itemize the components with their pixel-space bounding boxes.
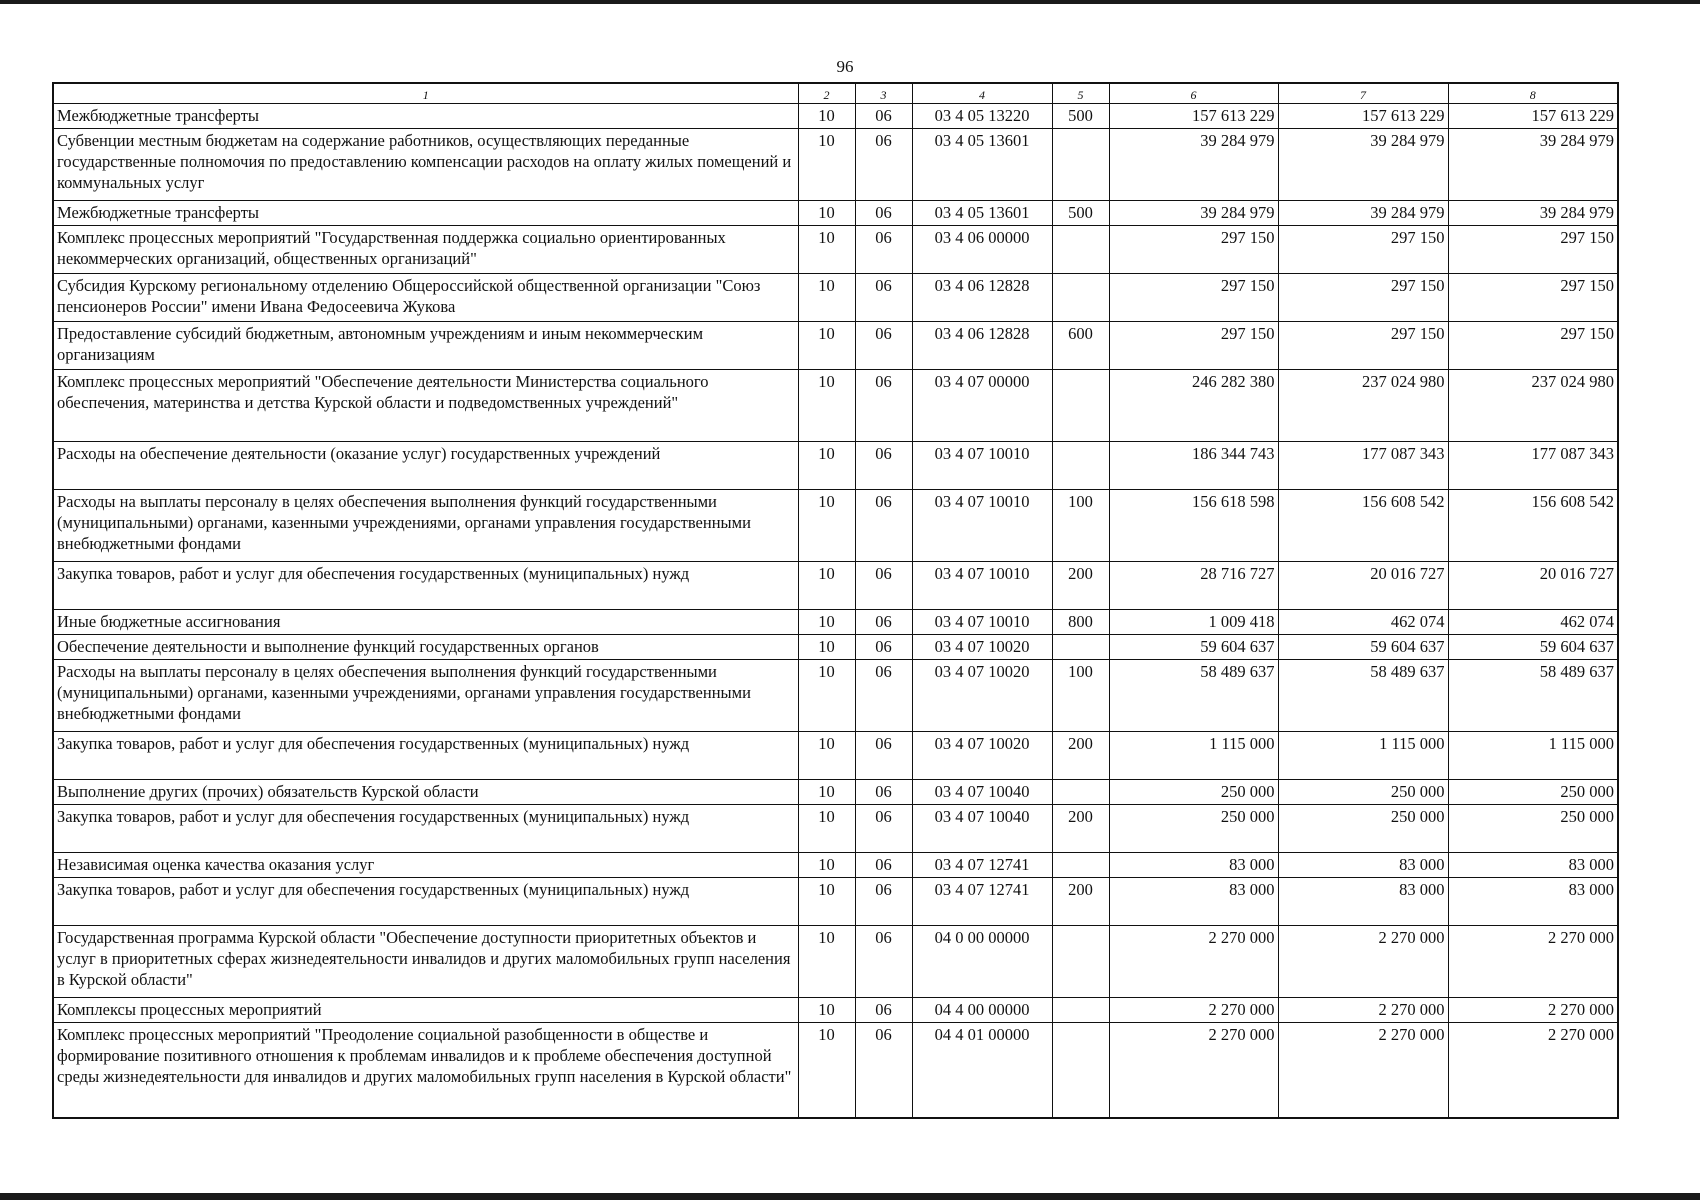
scan-edge-top (0, 0, 1700, 4)
amount-col6: 39 284 979 (1109, 129, 1278, 201)
table-row (53, 780, 1618, 805)
amount-col8: 462 074 (1448, 610, 1618, 635)
target-article-code: 03 4 07 10010 (912, 490, 1052, 562)
amount-col8: 20 016 727 (1448, 562, 1618, 610)
table-row (53, 490, 1618, 562)
amount-col7: 250 000 (1278, 805, 1448, 853)
table-row (53, 926, 1618, 998)
amount-col6: 1 009 418 (1109, 610, 1278, 635)
section-code: 10 (798, 370, 855, 442)
section-code: 10 (798, 732, 855, 780)
amount-col8: 250 000 (1448, 780, 1618, 805)
section-code: 10 (798, 562, 855, 610)
amount-col7: 39 284 979 (1278, 201, 1448, 226)
section-code: 10 (798, 201, 855, 226)
amount-col6: 186 344 743 (1109, 442, 1278, 490)
amount-col6: 2 270 000 (1109, 926, 1278, 998)
amount-col7: 177 087 343 (1278, 442, 1448, 490)
section-code: 10 (798, 226, 855, 274)
row-description: Субвенции местным бюджетам на содержание работников, осуществляющих переданные государственные полномочия по предоставлению компенсации расходов на оплату жилых помещений и коммунальных услуг (53, 129, 798, 201)
column-header: 1 (53, 83, 798, 104)
amount-col8: 39 284 979 (1448, 201, 1618, 226)
row-description: Комплекс процессных мероприятий "Государственная поддержка социально ориентированных некоммерческих организаций, общественных организаций" (53, 226, 798, 274)
amount-col7: 58 489 637 (1278, 660, 1448, 732)
amount-col6: 83 000 (1109, 853, 1278, 878)
amount-col6: 246 282 380 (1109, 370, 1278, 442)
subsection-code: 06 (855, 370, 912, 442)
amount-col6: 58 489 637 (1109, 660, 1278, 732)
scan-edge-bottom (0, 1193, 1700, 1200)
section-code: 10 (798, 274, 855, 322)
amount-col7: 297 150 (1278, 322, 1448, 370)
amount-col6: 59 604 637 (1109, 635, 1278, 660)
target-article-code: 04 4 00 00000 (912, 998, 1052, 1023)
section-code: 10 (798, 998, 855, 1023)
expense-type-code (1052, 853, 1109, 878)
amount-col8: 83 000 (1448, 878, 1618, 926)
amount-col8: 297 150 (1448, 322, 1618, 370)
subsection-code: 06 (855, 490, 912, 562)
amount-col6: 156 618 598 (1109, 490, 1278, 562)
table-row (53, 805, 1618, 853)
expense-type-code (1052, 635, 1109, 660)
amount-col7: 2 270 000 (1278, 998, 1448, 1023)
table-row (53, 322, 1618, 370)
table-row (53, 660, 1618, 732)
table-row (53, 562, 1618, 610)
target-article-code: 03 4 07 12741 (912, 853, 1052, 878)
row-description: Обеспечение деятельности и выполнение функций государственных органов (53, 635, 798, 660)
subsection-code: 06 (855, 660, 912, 732)
amount-col8: 83 000 (1448, 853, 1618, 878)
table-row (53, 104, 1618, 129)
amount-col8: 58 489 637 (1448, 660, 1618, 732)
amount-col7: 83 000 (1278, 853, 1448, 878)
amount-col7: 237 024 980 (1278, 370, 1448, 442)
row-description: Закупка товаров, работ и услуг для обеспечения государственных (муниципальных) нужд (53, 732, 798, 780)
subsection-code: 06 (855, 805, 912, 853)
subsection-code: 06 (855, 562, 912, 610)
table-row (53, 201, 1618, 226)
column-header: 4 (912, 83, 1052, 104)
target-article-code: 03 4 07 10010 (912, 562, 1052, 610)
table-row (53, 226, 1618, 274)
table-row (53, 1023, 1618, 1118)
target-article-code: 03 4 07 00000 (912, 370, 1052, 442)
row-description: Комплекс процессных мероприятий "Обеспечение деятельности Министерства социального обеспечения, материнства и детства Курской области и подведомственных учреждений" (53, 370, 798, 442)
amount-col8: 39 284 979 (1448, 129, 1618, 201)
column-header: 8 (1448, 83, 1618, 104)
row-description: Расходы на выплаты персоналу в целях обеспечения выполнения функций государственными (муниципальными) органами, казенными учреждениями, органами управления государственными внебюджетными фондами (53, 490, 798, 562)
expense-type-code: 500 (1052, 104, 1109, 129)
amount-col7: 297 150 (1278, 274, 1448, 322)
table-row (53, 998, 1618, 1023)
expense-type-code (1052, 780, 1109, 805)
subsection-code: 06 (855, 274, 912, 322)
expense-type-code: 800 (1052, 610, 1109, 635)
subsection-code: 06 (855, 104, 912, 129)
subsection-code: 06 (855, 1023, 912, 1118)
target-article-code: 03 4 05 13601 (912, 129, 1052, 201)
target-article-code: 04 4 01 00000 (912, 1023, 1052, 1118)
section-code: 10 (798, 660, 855, 732)
section-code: 10 (798, 878, 855, 926)
amount-col7: 20 016 727 (1278, 562, 1448, 610)
row-description: Предоставление субсидий бюджетным, автономным учреждениям и иным некоммерческим организациям (53, 322, 798, 370)
expense-type-code: 100 (1052, 490, 1109, 562)
subsection-code: 06 (855, 780, 912, 805)
section-code: 10 (798, 853, 855, 878)
expense-type-code (1052, 926, 1109, 998)
row-description: Межбюджетные трансферты (53, 201, 798, 226)
section-code: 10 (798, 104, 855, 129)
column-header: 7 (1278, 83, 1448, 104)
section-code: 10 (798, 322, 855, 370)
subsection-code: 06 (855, 201, 912, 226)
amount-col8: 297 150 (1448, 226, 1618, 274)
amount-col6: 28 716 727 (1109, 562, 1278, 610)
row-description: Государственная программа Курской области "Обеспечение доступности приоритетных объектов и услуг в приоритетных сферах жизнедеятельности инвалидов и других маломобильных групп населения в Курской области" (53, 926, 798, 998)
page-number: 96 (836, 57, 854, 76)
amount-col6: 39 284 979 (1109, 201, 1278, 226)
subsection-code: 06 (855, 998, 912, 1023)
row-description: Закупка товаров, работ и услуг для обеспечения государственных (муниципальных) нужд (53, 562, 798, 610)
table-row (53, 370, 1618, 442)
target-article-code: 03 4 05 13601 (912, 201, 1052, 226)
amount-col6: 1 115 000 (1109, 732, 1278, 780)
table-row (53, 274, 1618, 322)
target-article-code: 04 0 00 00000 (912, 926, 1052, 998)
column-number-row (53, 83, 1618, 104)
amount-col6: 297 150 (1109, 322, 1278, 370)
amount-col7: 157 613 229 (1278, 104, 1448, 129)
section-code: 10 (798, 805, 855, 853)
amount-col8: 297 150 (1448, 274, 1618, 322)
row-description: Закупка товаров, работ и услуг для обеспечения государственных (муниципальных) нужд (53, 805, 798, 853)
expense-type-code: 100 (1052, 660, 1109, 732)
section-code: 10 (798, 780, 855, 805)
amount-col7: 2 270 000 (1278, 926, 1448, 998)
section-code: 10 (798, 490, 855, 562)
expense-type-code (1052, 1023, 1109, 1118)
amount-col7: 156 608 542 (1278, 490, 1448, 562)
table-row (53, 635, 1618, 660)
target-article-code: 03 4 07 10040 (912, 780, 1052, 805)
amount-col7: 39 284 979 (1278, 129, 1448, 201)
expense-type-code: 200 (1052, 878, 1109, 926)
amount-col7: 1 115 000 (1278, 732, 1448, 780)
expense-type-code: 600 (1052, 322, 1109, 370)
section-code: 10 (798, 1023, 855, 1118)
table-row (53, 853, 1618, 878)
subsection-code: 06 (855, 442, 912, 490)
section-code: 10 (798, 635, 855, 660)
row-description: Комплекс процессных мероприятий "Преодоление социальной разобщенности в обществе и формирование позитивного отношения к проблемам инвалидов и к проблеме обеспечения доступной среды жизнедеятельности для инвалидов и других маломобильных групп населения в Курской области" (53, 1023, 798, 1118)
column-header: 3 (855, 83, 912, 104)
subsection-code: 06 (855, 926, 912, 998)
amount-col8: 2 270 000 (1448, 1023, 1618, 1118)
amount-col7: 83 000 (1278, 878, 1448, 926)
section-code: 10 (798, 926, 855, 998)
amount-col7: 59 604 637 (1278, 635, 1448, 660)
row-description: Выполнение других (прочих) обязательств Курской области (53, 780, 798, 805)
subsection-code: 06 (855, 732, 912, 780)
row-description: Субсидия Курскому региональному отделению Общероссийской общественной организации "Союз пенсионеров России" имени Ивана Федосеевича Жукова (53, 274, 798, 322)
column-header: 2 (798, 83, 855, 104)
amount-col6: 2 270 000 (1109, 1023, 1278, 1118)
row-description: Закупка товаров, работ и услуг для обеспечения государственных (муниципальных) нужд (53, 878, 798, 926)
subsection-code: 06 (855, 635, 912, 660)
amount-col7: 462 074 (1278, 610, 1448, 635)
amount-col6: 297 150 (1109, 226, 1278, 274)
table-row (53, 732, 1618, 780)
amount-col6: 157 613 229 (1109, 104, 1278, 129)
amount-col6: 297 150 (1109, 274, 1278, 322)
amount-col8: 156 608 542 (1448, 490, 1618, 562)
expense-type-code: 200 (1052, 562, 1109, 610)
amount-col6: 83 000 (1109, 878, 1278, 926)
row-description: Расходы на обеспечение деятельности (оказание услуг) государственных учреждений (53, 442, 798, 490)
amount-col7: 297 150 (1278, 226, 1448, 274)
subsection-code: 06 (855, 610, 912, 635)
subsection-code: 06 (855, 322, 912, 370)
expense-type-code (1052, 226, 1109, 274)
row-description: Иные бюджетные ассигнования (53, 610, 798, 635)
column-header: 5 (1052, 83, 1109, 104)
amount-col8: 2 270 000 (1448, 926, 1618, 998)
section-code: 10 (798, 442, 855, 490)
target-article-code: 03 4 07 10010 (912, 442, 1052, 490)
subsection-code: 06 (855, 129, 912, 201)
table-row (53, 610, 1618, 635)
amount-col8: 1 115 000 (1448, 732, 1618, 780)
target-article-code: 03 4 07 10010 (912, 610, 1052, 635)
amount-col6: 250 000 (1109, 805, 1278, 853)
expense-type-code (1052, 998, 1109, 1023)
table-row (53, 878, 1618, 926)
table-row (53, 442, 1618, 490)
target-article-code: 03 4 07 10040 (912, 805, 1052, 853)
column-header: 6 (1109, 83, 1278, 104)
budget-table (52, 82, 1619, 1119)
expense-type-code (1052, 129, 1109, 201)
target-article-code: 03 4 07 10020 (912, 635, 1052, 660)
row-description: Расходы на выплаты персоналу в целях обеспечения выполнения функций государственными (муниципальными) органами, казенными учреждениями, органами управления государственными внебюджетными фондами (53, 660, 798, 732)
section-code: 10 (798, 129, 855, 201)
target-article-code: 03 4 07 10020 (912, 660, 1052, 732)
amount-col6: 2 270 000 (1109, 998, 1278, 1023)
amount-col6: 250 000 (1109, 780, 1278, 805)
amount-col8: 157 613 229 (1448, 104, 1618, 129)
row-description: Комплексы процессных мероприятий (53, 998, 798, 1023)
amount-col8: 177 087 343 (1448, 442, 1618, 490)
amount-col7: 250 000 (1278, 780, 1448, 805)
amount-col8: 59 604 637 (1448, 635, 1618, 660)
target-article-code: 03 4 06 12828 (912, 322, 1052, 370)
target-article-code: 03 4 05 13220 (912, 104, 1052, 129)
table-body (53, 104, 1618, 1118)
expense-type-code: 500 (1052, 201, 1109, 226)
target-article-code: 03 4 07 12741 (912, 878, 1052, 926)
subsection-code: 06 (855, 853, 912, 878)
target-article-code: 03 4 06 12828 (912, 274, 1052, 322)
amount-col8: 250 000 (1448, 805, 1618, 853)
section-code: 10 (798, 610, 855, 635)
subsection-code: 06 (855, 878, 912, 926)
amount-col7: 2 270 000 (1278, 1023, 1448, 1118)
expense-type-code (1052, 370, 1109, 442)
expense-type-code: 200 (1052, 732, 1109, 780)
subsection-code: 06 (855, 226, 912, 274)
target-article-code: 03 4 07 10020 (912, 732, 1052, 780)
row-description: Независимая оценка качества оказания услуг (53, 853, 798, 878)
row-description: Межбюджетные трансферты (53, 104, 798, 129)
amount-col8: 2 270 000 (1448, 998, 1618, 1023)
expense-type-code: 200 (1052, 805, 1109, 853)
table-row (53, 129, 1618, 201)
target-article-code: 03 4 06 00000 (912, 226, 1052, 274)
amount-col8: 237 024 980 (1448, 370, 1618, 442)
expense-type-code (1052, 442, 1109, 490)
expense-type-code (1052, 274, 1109, 322)
